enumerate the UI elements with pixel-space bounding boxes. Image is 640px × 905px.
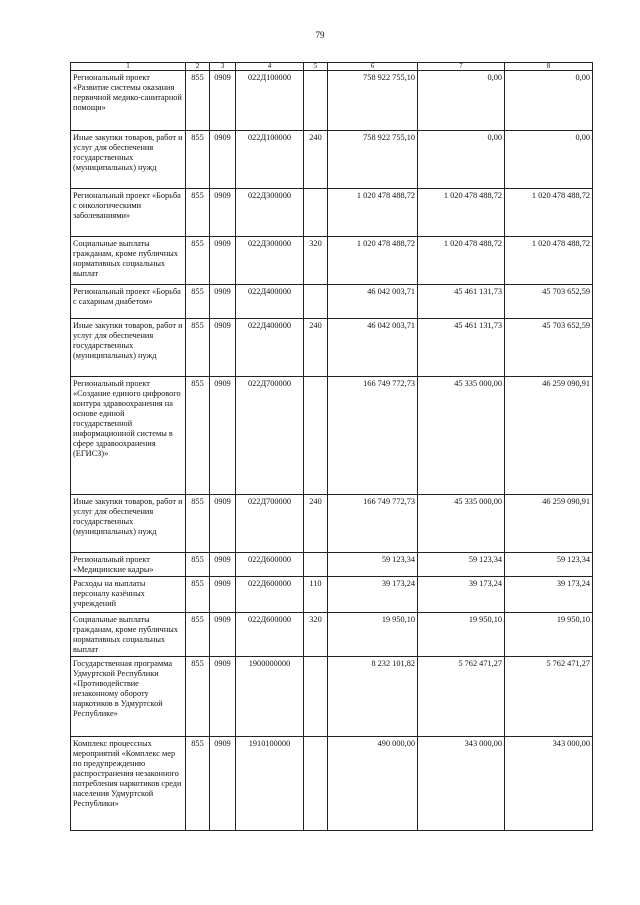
amount-col7: 39 173,24: [418, 577, 505, 613]
amount-col7: 59 123,34: [418, 553, 505, 577]
amount-col7: 45 461 131,73: [418, 285, 505, 319]
column-number-row: [71, 63, 593, 71]
table-row: [71, 613, 593, 657]
table-row: [71, 495, 593, 553]
row-name: Региональный проект «Борьба с сахарным диабетом»: [71, 285, 186, 319]
amount-col7: 45 335 000,00: [418, 495, 505, 553]
expense-type: 320: [304, 613, 328, 657]
expense-type: 240: [304, 495, 328, 553]
amount-col8: 46 259 090,91: [505, 495, 593, 553]
amount-col7: 1 020 478 488,72: [418, 189, 505, 237]
column-number: 5: [304, 63, 328, 71]
target-code: 1910100000: [236, 737, 304, 831]
ministry-code: 855: [186, 237, 210, 285]
row-name: Региональный проект «Медицинские кадры»: [71, 553, 186, 577]
expense-type: 240: [304, 319, 328, 377]
section-code: 0909: [210, 189, 236, 237]
target-code: 022Д600000: [236, 553, 304, 577]
amount-col7: 19 950,10: [418, 613, 505, 657]
expense-type: [304, 553, 328, 577]
amount-col6: 8 232 101,82: [328, 657, 418, 737]
section-code: 0909: [210, 237, 236, 285]
amount-col6: 59 123,34: [328, 553, 418, 577]
column-number: 3: [210, 63, 236, 71]
column-number: 7: [418, 63, 505, 71]
amount-col8: 39 173,24: [505, 577, 593, 613]
section-code: 0909: [210, 613, 236, 657]
amount-col8: 1 020 478 488,72: [505, 189, 593, 237]
target-code: 022Д700000: [236, 377, 304, 495]
amount-col7: 5 762 471,27: [418, 657, 505, 737]
row-name: Региональный проект «Создание единого цифрового контура здравоохранения на основе единой государственной информационной системы в сфере здравоохранения (ЕГИСЗ)»: [71, 377, 186, 495]
column-number: 4: [236, 63, 304, 71]
ministry-code: 855: [186, 131, 210, 189]
row-name: Иные закупки товаров, работ и услуг для обеспечения государственных (муниципальных) нужд: [71, 495, 186, 553]
expense-type: 240: [304, 131, 328, 189]
column-number: 6: [328, 63, 418, 71]
amount-col8: 19 950,10: [505, 613, 593, 657]
section-code: 0909: [210, 577, 236, 613]
amount-col6: 166 749 772,73: [328, 377, 418, 495]
ministry-code: 855: [186, 613, 210, 657]
section-code: 0909: [210, 377, 236, 495]
table-row: [71, 71, 593, 131]
target-code: 022Д600000: [236, 577, 304, 613]
amount-col7: 0,00: [418, 71, 505, 131]
amount-col8: 0,00: [505, 131, 593, 189]
ministry-code: 855: [186, 553, 210, 577]
expense-type: [304, 737, 328, 831]
amount-col6: 758 922 755,10: [328, 131, 418, 189]
table-row: [71, 737, 593, 831]
ministry-code: 855: [186, 377, 210, 495]
row-name: Социальные выплаты гражданам, кроме публичных нормативных социальных выплат: [71, 237, 186, 285]
row-name: Региональный проект «Борьба с онкологическими заболеваниями»: [71, 189, 186, 237]
ministry-code: 855: [186, 657, 210, 737]
amount-col6: 1 020 478 488,72: [328, 237, 418, 285]
amount-col8: 5 762 471,27: [505, 657, 593, 737]
amount-col8: 59 123,34: [505, 553, 593, 577]
target-code: 022Д300000: [236, 237, 304, 285]
expense-type: [304, 189, 328, 237]
row-name: Иные закупки товаров, работ и услуг для обеспечения государственных (муниципальных) нужд: [71, 319, 186, 377]
amount-col8: 46 259 090,91: [505, 377, 593, 495]
amount-col6: 46 042 003,71: [328, 285, 418, 319]
row-name: Государственная программа Удмуртской Республики «Противодействие незаконному обороту наркотиков в Удмуртской Республике»: [71, 657, 186, 737]
target-code: 022Д600000: [236, 613, 304, 657]
amount-col6: 758 922 755,10: [328, 71, 418, 131]
table-row: [71, 553, 593, 577]
amount-col8: 45 703 652,59: [505, 319, 593, 377]
amount-col7: 343 000,00: [418, 737, 505, 831]
section-code: 0909: [210, 553, 236, 577]
amount-col7: 0,00: [418, 131, 505, 189]
table-row: [71, 577, 593, 613]
expense-type: [304, 285, 328, 319]
target-code: 1900000000: [236, 657, 304, 737]
row-name: Расходы на выплаты персоналу казённых учреждений: [71, 577, 186, 613]
ministry-code: 855: [186, 71, 210, 131]
section-code: 0909: [210, 319, 236, 377]
amount-col6: 490 000,00: [328, 737, 418, 831]
column-number: 1: [71, 63, 186, 71]
amount-col8: 1 020 478 488,72: [505, 237, 593, 285]
target-code: 022Д100000: [236, 131, 304, 189]
table-row: [71, 285, 593, 319]
row-name: Социальные выплаты гражданам, кроме публичных нормативных социальных выплат: [71, 613, 186, 657]
ministry-code: 855: [186, 737, 210, 831]
section-code: 0909: [210, 657, 236, 737]
target-code: 022Д400000: [236, 285, 304, 319]
budget-table: [70, 62, 593, 831]
amount-col6: 166 749 772,73: [328, 495, 418, 553]
expense-type: 110: [304, 577, 328, 613]
amount-col7: 45 335 000,00: [418, 377, 505, 495]
amount-col6: 39 173,24: [328, 577, 418, 613]
section-code: 0909: [210, 285, 236, 319]
target-code: 022Д700000: [236, 495, 304, 553]
table-row: [71, 377, 593, 495]
expense-type: [304, 71, 328, 131]
row-name: Комплекс процессных мероприятий «Комплекс мер по предупреждению распространения незаконного потребления наркотиков среди населения Удмуртской Республики»: [71, 737, 186, 831]
column-number: 2: [186, 63, 210, 71]
ministry-code: 855: [186, 285, 210, 319]
expense-type: 320: [304, 237, 328, 285]
table-row: [71, 657, 593, 737]
target-code: 022Д400000: [236, 319, 304, 377]
ministry-code: 855: [186, 319, 210, 377]
ministry-code: 855: [186, 577, 210, 613]
amount-col7: 1 020 478 488,72: [418, 237, 505, 285]
table-row: [71, 131, 593, 189]
amount-col8: 0,00: [505, 71, 593, 131]
ministry-code: 855: [186, 495, 210, 553]
section-code: 0909: [210, 71, 236, 131]
amount-col7: 45 461 131,73: [418, 319, 505, 377]
page-number: 79: [315, 30, 325, 40]
amount-col6: 19 950,10: [328, 613, 418, 657]
section-code: 0909: [210, 737, 236, 831]
target-code: 022Д300000: [236, 189, 304, 237]
row-name: Региональный проект «Развитие системы оказания первичной медико-санитарной помощи»: [71, 71, 186, 131]
target-code: 022Д100000: [236, 71, 304, 131]
amount-col8: 45 703 652,59: [505, 285, 593, 319]
ministry-code: 855: [186, 189, 210, 237]
column-number: 8: [505, 63, 593, 71]
row-name: Иные закупки товаров, работ и услуг для обеспечения государственных (муниципальных) нужд: [71, 131, 186, 189]
section-code: 0909: [210, 131, 236, 189]
expense-type: [304, 377, 328, 495]
section-code: 0909: [210, 495, 236, 553]
table-row: [71, 237, 593, 285]
table-row: [71, 319, 593, 377]
amount-col6: 1 020 478 488,72: [328, 189, 418, 237]
amount-col6: 46 042 003,71: [328, 319, 418, 377]
amount-col8: 343 000,00: [505, 737, 593, 831]
expense-type: [304, 657, 328, 737]
table-row: [71, 189, 593, 237]
